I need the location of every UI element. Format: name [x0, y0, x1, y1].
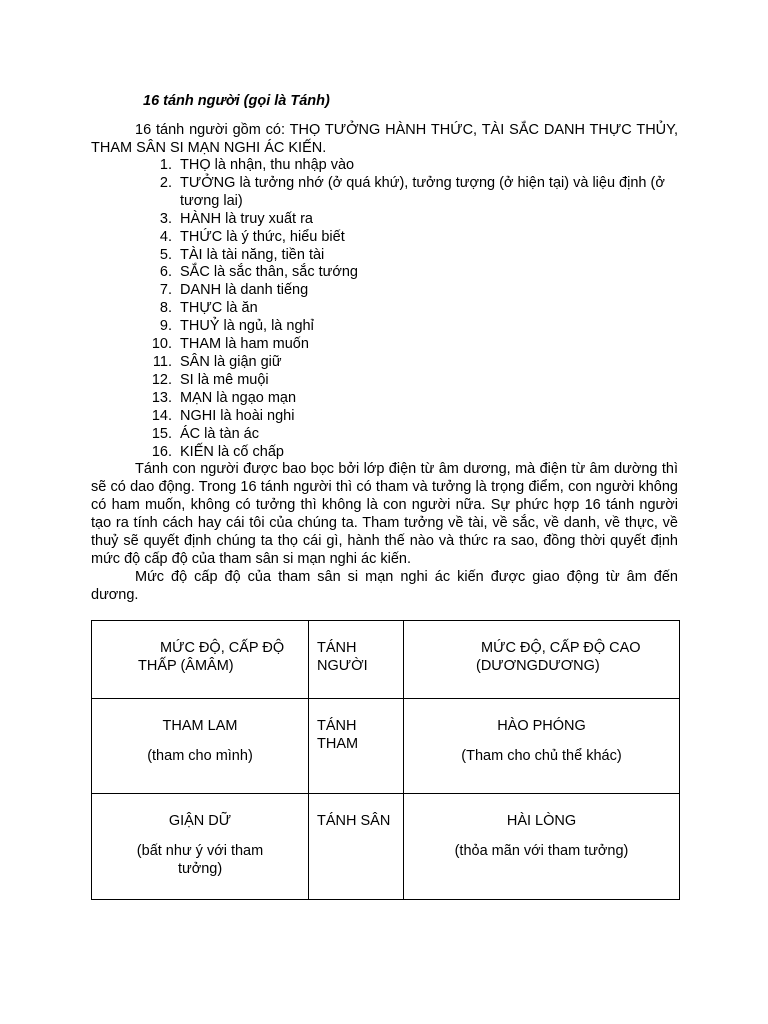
header-mid-line1: TÁNH: [317, 640, 357, 656]
table-row: [92, 699, 680, 794]
list-item: [91, 318, 678, 336]
row1-low-cell: [92, 699, 309, 794]
list-item-text: SÂN là giận giữ: [180, 353, 282, 370]
list-item-text: MẠN là ngạo mạn: [180, 389, 297, 406]
row1-low-sub: (tham cho mình): [147, 748, 253, 764]
row2-mid: TÁNH SÂN: [317, 813, 391, 829]
list-item-text: SI là mê muội: [180, 371, 269, 388]
header-low-line2: THẤP (ÂMÂM): [138, 658, 234, 674]
list-item: [91, 211, 678, 229]
list-item-number: 14.: [151, 407, 172, 424]
list-item-number: 11.: [152, 353, 172, 370]
list-item-text: THỨC là ý thức, hiểu biết: [180, 228, 345, 245]
list-item: [91, 157, 678, 175]
level-paragraph: Mức độ cấp độ của tham sân si mạn nghi ác kiến được giao động từ âm đến dương.: [91, 569, 678, 603]
table-row: [92, 794, 680, 900]
list-item-number: 13.: [151, 389, 172, 406]
list-item-number: 7.: [159, 282, 172, 299]
row2-low-sub-line2: tưởng): [178, 861, 223, 877]
intro-paragraph: 16 tánh người gồm có: THỌ TƯỞNG HÀNH THỨC, TÀI SẮC DANH THỰC THỦY, THAM SÂN SI MẠN NGHI ÁC KIẾN.: [91, 122, 678, 156]
row1-high-sub: (Tham cho chủ thể khác): [461, 748, 622, 764]
row2-high: HÀI LÒNG: [506, 813, 577, 829]
list-item: [91, 390, 678, 408]
row1-high: HÀO PHÓNG: [497, 718, 586, 734]
header-low-line1: MỨC ĐỘ, CẤP ĐỘ: [160, 640, 285, 656]
header-high-cell: [404, 621, 680, 699]
list-item-text: SẮC là sắc thân, sắc tướng: [180, 264, 358, 281]
list-item-text: NGHI là hoài nghi: [180, 407, 295, 424]
list-item-number: 16.: [151, 443, 172, 460]
list-item-text: TƯỞNG là tưởng nhớ (ở quá khứ), tưởng tượng (ở hiện tại) và liệu định (ở tương lai): [180, 174, 665, 209]
row1-mid-cell: [309, 699, 404, 794]
list-item-number: 6.: [159, 264, 172, 281]
list-item: [91, 247, 678, 265]
list-item-number: 1.: [159, 157, 172, 173]
list-item-text: THAM là ham muốn: [180, 336, 309, 353]
list-item-number: 12.: [151, 371, 172, 388]
header-high-line2: (DƯƠNGDƯƠNG): [476, 658, 600, 674]
list-item-text: TÀI là tài năng, tiền tài: [180, 246, 325, 263]
row2-low-cell: [92, 794, 309, 900]
header-low-cell: [92, 621, 309, 699]
list-item-number: 10.: [151, 336, 172, 353]
row2-mid-cell: [309, 794, 404, 900]
list-item-number: 8.: [159, 300, 172, 317]
levels-table: [91, 620, 680, 900]
list-item-text: DANH là danh tiếng: [180, 282, 309, 299]
list-item: [91, 372, 678, 390]
list-item-text: KIẾN là cố chấp: [180, 443, 284, 460]
list-item-number: 3.: [159, 210, 172, 227]
row2-low: GIẬN DỮ: [168, 813, 232, 829]
document-title: 16 tánh người (gọi là Tánh): [143, 93, 330, 109]
list-item: [91, 264, 678, 282]
header-high-line1: MỨC ĐỘ, CẤP ĐỘ CAO: [481, 640, 641, 656]
list-item-number: 9.: [159, 318, 172, 335]
list-item-number: 5.: [159, 246, 172, 263]
table-header-row: [92, 621, 680, 699]
header-mid-line2: NGƯỜI: [317, 658, 368, 674]
list-item-text: THUỶ là ngủ, là nghỉ: [180, 318, 314, 335]
list-item-number: 15.: [151, 425, 172, 442]
list-item-text: HÀNH là truy xuất ra: [180, 210, 313, 227]
list-item: [91, 408, 678, 426]
explanation-paragraph: Tánh con người được bao bọc bởi lớp điện từ âm dương, mà điện từ âm dường thì sẽ có dao động. Trong 16 tánh người thì có tham và tưởng là trọng điểm, con người không có ham muốn, không có tưởng thì không là con người nữa. Sự phức hợp 16 tánh người tạo ra tính cách hay cái tôi của chúng ta. Tham tưởng về tài, về sắc, về danh, về thực, về thuỷ sẽ quyết định chúng ta thọ cái gì, hành thế nào và thức ra sao, đồng thời quyết định mức độ cấp độ của tham sân si mạn nghi ác kiến.: [91, 461, 678, 567]
list-item-number: 2.: [159, 174, 172, 191]
list-item: [91, 300, 678, 318]
row1-mid-line1: TÁNH: [317, 718, 357, 734]
row1-high-cell: [404, 699, 680, 794]
list-item: [91, 175, 678, 211]
list-item-number: 4.: [159, 228, 172, 245]
list-item-text: THỰC là ăn: [180, 300, 258, 317]
header-mid-cell: [309, 621, 404, 699]
list-item: [91, 282, 678, 300]
row1-mid-line2: THAM: [317, 736, 359, 752]
list-item: [91, 444, 678, 462]
list-item: [91, 229, 678, 247]
list-item: [91, 426, 678, 444]
list-item: [91, 336, 678, 354]
row2-low-sub-line1: (bất như ý với tham: [136, 843, 264, 859]
list-item: [91, 354, 678, 372]
row1-low: THAM LAM: [162, 718, 238, 734]
row2-high-cell: [404, 794, 680, 900]
list-item-text: ÁC là tàn ác: [180, 425, 259, 442]
traits-list: [91, 157, 678, 461]
list-item-text: THỌ là nhận, thu nhập vào: [180, 157, 355, 173]
row2-high-sub: (thỏa mãn với tham tưởng): [454, 843, 629, 859]
